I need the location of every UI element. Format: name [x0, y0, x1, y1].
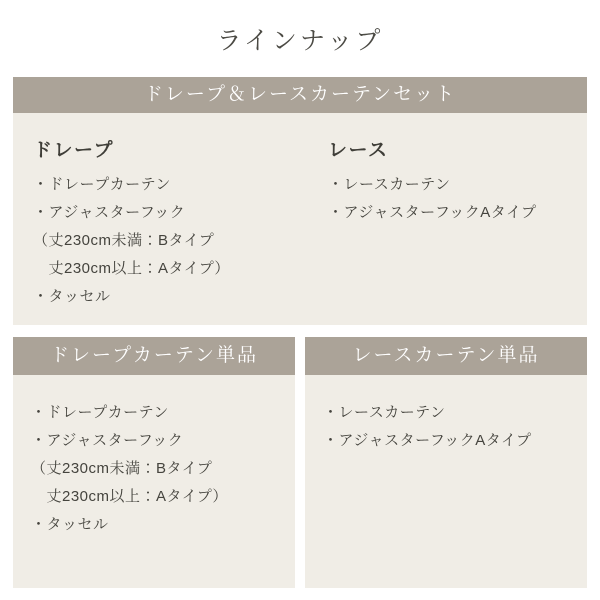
drape-single-header: ドレープカーテン単品: [13, 337, 295, 375]
list-item: ・レースカーテン: [323, 404, 446, 421]
list-item: （丈230cm未満：Bタイプ: [33, 232, 215, 249]
set-section: [13, 77, 587, 325]
drape-column: [33, 135, 328, 325]
lace-column-subtitle: レース: [328, 140, 389, 161]
single-sections-row: [13, 337, 587, 588]
list-item: ・ドレープカーテン: [33, 176, 171, 193]
set-section-header: ドレープ＆レースカーテンセット: [13, 77, 587, 113]
lace-single-panel: [305, 337, 587, 588]
list-item: ・アジャスターフックAタイプ: [323, 432, 532, 449]
drape-single-panel: [13, 337, 295, 588]
set-section-body: [13, 113, 587, 325]
page-title: ラインナップ: [216, 27, 384, 55]
lace-single-body: [305, 375, 587, 588]
drape-single-body: [13, 375, 295, 588]
list-item: ・アジャスターフック: [31, 432, 184, 449]
list-item: ・アジャスターフックAタイプ: [328, 204, 537, 221]
list-item: （丈230cm未満：Bタイプ: [31, 460, 213, 477]
list-item: ・ドレープカーテン: [31, 404, 169, 421]
list-item: ・アジャスターフック: [33, 204, 186, 221]
list-item: ・タッセル: [33, 288, 111, 305]
lace-single-header: レースカーテン単品: [305, 337, 587, 375]
list-item: ・レースカーテン: [328, 176, 451, 193]
lace-column: [328, 135, 567, 325]
list-item: ・タッセル: [31, 516, 109, 533]
list-item: 丈230cm以上：Aタイプ）: [31, 488, 228, 505]
list-item: 丈230cm以上：Aタイプ）: [33, 260, 230, 277]
drape-column-subtitle: ドレープ: [33, 140, 115, 161]
